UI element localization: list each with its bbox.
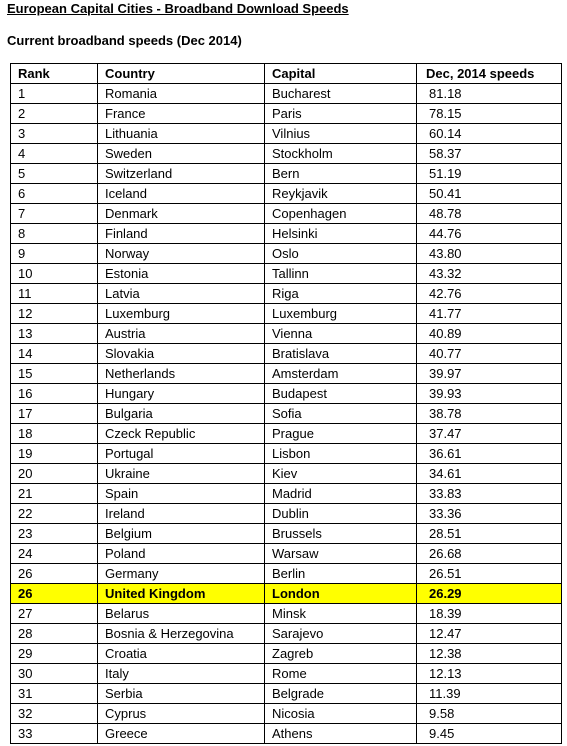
cell-capital: Kiev	[265, 464, 417, 484]
cell-capital: Madrid	[265, 484, 417, 504]
table-row	[11, 244, 562, 264]
table-row	[11, 604, 562, 624]
table-row	[11, 484, 562, 504]
table-row	[11, 444, 562, 464]
cell-country: Lithuania	[98, 124, 265, 144]
cell-speed: 51.19	[417, 164, 562, 184]
cell-rank: 7	[11, 204, 98, 224]
cell-speed: 43.80	[417, 244, 562, 264]
cell-country: Poland	[98, 544, 265, 564]
cell-country: Bulgaria	[98, 404, 265, 424]
cell-country: Finland	[98, 224, 265, 244]
cell-country: Norway	[98, 244, 265, 264]
cell-capital: Minsk	[265, 604, 417, 624]
cell-country: Germany	[98, 564, 265, 584]
cell-speed: 39.93	[417, 384, 562, 404]
table-header-row	[11, 64, 562, 84]
table-row	[11, 144, 562, 164]
cell-country: Bosnia & Herzegovina	[98, 624, 265, 644]
cell-rank: 1	[11, 84, 98, 104]
table-row	[11, 344, 562, 364]
table-row	[11, 184, 562, 204]
cell-capital: Belgrade	[265, 684, 417, 704]
header-capital: Capital	[265, 64, 417, 84]
cell-country: Cyprus	[98, 704, 265, 724]
cell-capital: Berlin	[265, 564, 417, 584]
cell-rank: 26	[11, 564, 98, 584]
cell-capital: Vilnius	[265, 124, 417, 144]
cell-capital: Nicosia	[265, 704, 417, 724]
table-row	[11, 704, 562, 724]
cell-capital: Riga	[265, 284, 417, 304]
cell-speed: 44.76	[417, 224, 562, 244]
cell-speed: 58.37	[417, 144, 562, 164]
table-row	[11, 204, 562, 224]
cell-capital: Brussels	[265, 524, 417, 544]
cell-country: Serbia	[98, 684, 265, 704]
table-row	[11, 564, 562, 584]
table-row	[11, 624, 562, 644]
cell-capital: Paris	[265, 104, 417, 124]
cell-rank: 18	[11, 424, 98, 444]
cell-country: Iceland	[98, 184, 265, 204]
cell-speed: 26.68	[417, 544, 562, 564]
table-row	[11, 224, 562, 244]
cell-capital: Warsaw	[265, 544, 417, 564]
table-row	[11, 544, 562, 564]
table-row	[11, 644, 562, 664]
cell-rank: 28	[11, 624, 98, 644]
table-row	[11, 264, 562, 284]
cell-rank: 15	[11, 364, 98, 384]
table-row	[11, 404, 562, 424]
cell-capital: Vienna	[265, 324, 417, 344]
table-row	[11, 324, 562, 344]
cell-rank: 19	[11, 444, 98, 464]
cell-country: Czeck Republic	[98, 424, 265, 444]
cell-country: Austria	[98, 324, 265, 344]
cell-capital: Sofia	[265, 404, 417, 424]
cell-rank: 33	[11, 724, 98, 744]
cell-rank: 21	[11, 484, 98, 504]
table-row	[11, 104, 562, 124]
cell-speed: 38.78	[417, 404, 562, 424]
cell-speed: 9.58	[417, 704, 562, 724]
cell-rank: 27	[11, 604, 98, 624]
cell-rank: 17	[11, 404, 98, 424]
cell-capital: Bucharest	[265, 84, 417, 104]
cell-rank: 24	[11, 544, 98, 564]
cell-country: Estonia	[98, 264, 265, 284]
table-row	[11, 124, 562, 144]
cell-country: Romania	[98, 84, 265, 104]
cell-capital: Bern	[265, 164, 417, 184]
cell-speed: 37.47	[417, 424, 562, 444]
table-row	[11, 524, 562, 544]
table-row	[11, 384, 562, 404]
table-row-highlighted	[11, 584, 562, 604]
cell-rank: 10	[11, 264, 98, 284]
table-body	[11, 84, 562, 744]
cell-speed: 42.76	[417, 284, 562, 304]
cell-rank: 13	[11, 324, 98, 344]
cell-country: France	[98, 104, 265, 124]
cell-capital: Zagreb	[265, 644, 417, 664]
cell-rank: 16	[11, 384, 98, 404]
cell-speed: 40.77	[417, 344, 562, 364]
cell-rank: 20	[11, 464, 98, 484]
cell-rank: 5	[11, 164, 98, 184]
cell-rank: 2	[11, 104, 98, 124]
cell-speed: 26.51	[417, 564, 562, 584]
cell-capital: Sarajevo	[265, 624, 417, 644]
cell-rank: 9	[11, 244, 98, 264]
cell-speed: 81.18	[417, 84, 562, 104]
cell-rank: 14	[11, 344, 98, 364]
cell-capital: Rome	[265, 664, 417, 684]
cell-country: Italy	[98, 664, 265, 684]
cell-rank: 11	[11, 284, 98, 304]
cell-country: Sweden	[98, 144, 265, 164]
cell-speed: 11.39	[417, 684, 562, 704]
header-rank: Rank	[11, 64, 98, 84]
cell-speed: 12.13	[417, 664, 562, 684]
cell-capital: Oslo	[265, 244, 417, 264]
cell-country: Ukraine	[98, 464, 265, 484]
cell-capital: Prague	[265, 424, 417, 444]
cell-country: Switzerland	[98, 164, 265, 184]
cell-country: Belarus	[98, 604, 265, 624]
cell-speed: 34.61	[417, 464, 562, 484]
cell-capital: Reykjavik	[265, 184, 417, 204]
cell-capital: Lisbon	[265, 444, 417, 464]
cell-speed: 60.14	[417, 124, 562, 144]
table-row	[11, 664, 562, 684]
page-title: European Capital Cities - Broadband Download Speeds	[7, 1, 349, 16]
cell-speed: 48.78	[417, 204, 562, 224]
table-row	[11, 684, 562, 704]
cell-rank: 3	[11, 124, 98, 144]
cell-country: Greece	[98, 724, 265, 744]
cell-speed: 50.41	[417, 184, 562, 204]
table-row	[11, 464, 562, 484]
cell-country: Latvia	[98, 284, 265, 304]
cell-rank: 31	[11, 684, 98, 704]
table-row	[11, 424, 562, 444]
cell-speed: 28.51	[417, 524, 562, 544]
cell-capital: Stockholm	[265, 144, 417, 164]
cell-capital: Tallinn	[265, 264, 417, 284]
cell-rank: 29	[11, 644, 98, 664]
broadband-speeds-table	[10, 63, 562, 744]
cell-country: Portugal	[98, 444, 265, 464]
cell-speed: 18.39	[417, 604, 562, 624]
cell-capital: Luxemburg	[265, 304, 417, 324]
cell-rank: 30	[11, 664, 98, 684]
cell-rank: 4	[11, 144, 98, 164]
cell-speed: 9.45	[417, 724, 562, 744]
cell-speed: 33.83	[417, 484, 562, 504]
cell-capital: Athens	[265, 724, 417, 744]
cell-country: Belgium	[98, 524, 265, 544]
cell-speed: 12.47	[417, 624, 562, 644]
cell-rank: 22	[11, 504, 98, 524]
cell-speed: 41.77	[417, 304, 562, 324]
table-row	[11, 724, 562, 744]
cell-capital: Dublin	[265, 504, 417, 524]
cell-rank: 32	[11, 704, 98, 724]
table-row	[11, 364, 562, 384]
cell-speed: 78.15	[417, 104, 562, 124]
cell-capital: Bratislava	[265, 344, 417, 364]
cell-speed: 39.97	[417, 364, 562, 384]
cell-speed: 33.36	[417, 504, 562, 524]
cell-speed: 43.32	[417, 264, 562, 284]
cell-country: Netherlands	[98, 364, 265, 384]
cell-country: Luxemburg	[98, 304, 265, 324]
table-row	[11, 304, 562, 324]
cell-rank: 23	[11, 524, 98, 544]
cell-rank: 26	[11, 584, 98, 604]
cell-country: Hungary	[98, 384, 265, 404]
table-row	[11, 284, 562, 304]
cell-capital: Copenhagen	[265, 204, 417, 224]
cell-speed: 36.61	[417, 444, 562, 464]
header-country: Country	[98, 64, 265, 84]
cell-country: United Kingdom	[98, 584, 265, 604]
cell-rank: 12	[11, 304, 98, 324]
cell-capital: Budapest	[265, 384, 417, 404]
table-row	[11, 504, 562, 524]
cell-speed: 12.38	[417, 644, 562, 664]
table-row	[11, 164, 562, 184]
cell-country: Denmark	[98, 204, 265, 224]
page-subtitle: Current broadband speeds (Dec 2014)	[7, 33, 242, 48]
cell-country: Ireland	[98, 504, 265, 524]
cell-capital: London	[265, 584, 417, 604]
cell-country: Slovakia	[98, 344, 265, 364]
cell-speed: 40.89	[417, 324, 562, 344]
cell-capital: Amsterdam	[265, 364, 417, 384]
header-speed: Dec, 2014 speeds	[417, 64, 562, 84]
cell-country: Spain	[98, 484, 265, 504]
cell-rank: 8	[11, 224, 98, 244]
cell-capital: Helsinki	[265, 224, 417, 244]
table-row	[11, 84, 562, 104]
cell-rank: 6	[11, 184, 98, 204]
cell-country: Croatia	[98, 644, 265, 664]
cell-speed: 26.29	[417, 584, 562, 604]
